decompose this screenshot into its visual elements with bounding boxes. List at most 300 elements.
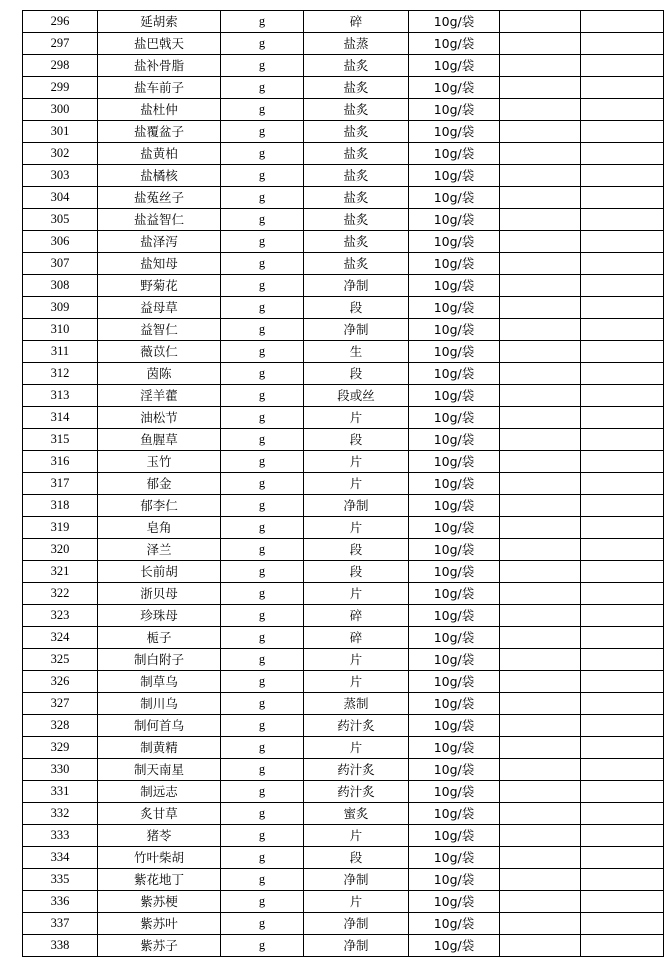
table-row (23, 297, 664, 319)
cell-blank-1 (500, 825, 581, 847)
table-row (23, 429, 664, 451)
cell-blank-1 (500, 539, 581, 561)
cell-unit: g (221, 429, 304, 451)
cell-index: 324 (23, 627, 98, 649)
cell-blank-1 (500, 231, 581, 253)
cell-blank-2 (581, 759, 664, 781)
cell-process: 盐炙 (304, 55, 409, 77)
cell-blank-2 (581, 847, 664, 869)
cell-process: 碎 (304, 627, 409, 649)
cell-blank-1 (500, 143, 581, 165)
cell-process: 片 (304, 473, 409, 495)
cell-process: 净制 (304, 495, 409, 517)
cell-blank-2 (581, 869, 664, 891)
table-row (23, 363, 664, 385)
cell-spec: 10g/袋 (409, 209, 500, 231)
cell-name: 野菊花 (98, 275, 221, 297)
cell-index: 300 (23, 99, 98, 121)
cell-unit: g (221, 99, 304, 121)
cell-name: 皂角 (98, 517, 221, 539)
cell-blank-1 (500, 187, 581, 209)
cell-name: 珍珠母 (98, 605, 221, 627)
cell-process: 片 (304, 517, 409, 539)
cell-index: 301 (23, 121, 98, 143)
cell-process: 盐炙 (304, 231, 409, 253)
cell-process: 片 (304, 891, 409, 913)
cell-process: 片 (304, 671, 409, 693)
cell-blank-1 (500, 693, 581, 715)
cell-name: 制黄精 (98, 737, 221, 759)
cell-index: 316 (23, 451, 98, 473)
cell-blank-1 (500, 33, 581, 55)
cell-spec: 10g/袋 (409, 143, 500, 165)
cell-blank-2 (581, 99, 664, 121)
cell-index: 329 (23, 737, 98, 759)
cell-spec: 10g/袋 (409, 385, 500, 407)
cell-unit: g (221, 913, 304, 935)
cell-blank-1 (500, 605, 581, 627)
cell-index: 299 (23, 77, 98, 99)
cell-blank-1 (500, 649, 581, 671)
cell-unit: g (221, 781, 304, 803)
table-row (23, 583, 664, 605)
cell-index: 328 (23, 715, 98, 737)
cell-unit: g (221, 407, 304, 429)
cell-blank-2 (581, 407, 664, 429)
cell-spec: 10g/袋 (409, 869, 500, 891)
cell-index: 297 (23, 33, 98, 55)
cell-blank-2 (581, 253, 664, 275)
cell-unit: g (221, 561, 304, 583)
cell-name: 薇苡仁 (98, 341, 221, 363)
cell-name: 盐车前子 (98, 77, 221, 99)
cell-blank-2 (581, 583, 664, 605)
cell-spec: 10g/袋 (409, 671, 500, 693)
cell-blank-2 (581, 165, 664, 187)
cell-process: 片 (304, 407, 409, 429)
table-row (23, 825, 664, 847)
cell-blank-2 (581, 231, 664, 253)
cell-unit: g (221, 319, 304, 341)
cell-name: 紫花地丁 (98, 869, 221, 891)
cell-spec: 10g/袋 (409, 341, 500, 363)
cell-index: 325 (23, 649, 98, 671)
cell-process: 净制 (304, 275, 409, 297)
cell-blank-1 (500, 319, 581, 341)
cell-blank-2 (581, 33, 664, 55)
table-row (23, 913, 664, 935)
table-row (23, 275, 664, 297)
cell-blank-2 (581, 297, 664, 319)
cell-spec: 10g/袋 (409, 187, 500, 209)
cell-name: 淫羊藿 (98, 385, 221, 407)
cell-process: 段 (304, 297, 409, 319)
table-row (23, 165, 664, 187)
cell-index: 332 (23, 803, 98, 825)
cell-name: 竹叶柴胡 (98, 847, 221, 869)
cell-spec: 10g/袋 (409, 737, 500, 759)
cell-name: 制川乌 (98, 693, 221, 715)
cell-blank-2 (581, 913, 664, 935)
table-row (23, 891, 664, 913)
table-row (23, 715, 664, 737)
cell-name: 郁李仁 (98, 495, 221, 517)
cell-spec: 10g/袋 (409, 407, 500, 429)
cell-blank-2 (581, 451, 664, 473)
cell-index: 309 (23, 297, 98, 319)
cell-index: 323 (23, 605, 98, 627)
cell-index: 303 (23, 165, 98, 187)
cell-blank-2 (581, 275, 664, 297)
cell-process: 药汁炙 (304, 715, 409, 737)
cell-index: 317 (23, 473, 98, 495)
cell-blank-2 (581, 517, 664, 539)
cell-spec: 10g/袋 (409, 913, 500, 935)
cell-index: 306 (23, 231, 98, 253)
cell-blank-1 (500, 11, 581, 33)
cell-spec: 10g/袋 (409, 935, 500, 957)
cell-index: 311 (23, 341, 98, 363)
table-row (23, 99, 664, 121)
cell-unit: g (221, 539, 304, 561)
table-row (23, 539, 664, 561)
cell-blank-1 (500, 869, 581, 891)
cell-blank-1 (500, 407, 581, 429)
cell-index: 320 (23, 539, 98, 561)
cell-name: 制草乌 (98, 671, 221, 693)
table-row (23, 11, 664, 33)
cell-name: 益母草 (98, 297, 221, 319)
cell-unit: g (221, 187, 304, 209)
cell-blank-2 (581, 143, 664, 165)
cell-process: 盐炙 (304, 165, 409, 187)
cell-blank-2 (581, 363, 664, 385)
cell-process: 蜜炙 (304, 803, 409, 825)
cell-unit: g (221, 253, 304, 275)
cell-blank-2 (581, 121, 664, 143)
table-row (23, 517, 664, 539)
table-row (23, 385, 664, 407)
cell-name: 郁金 (98, 473, 221, 495)
cell-process: 生 (304, 341, 409, 363)
cell-name: 浙贝母 (98, 583, 221, 605)
cell-process: 段或丝 (304, 385, 409, 407)
cell-unit: g (221, 935, 304, 957)
cell-unit: g (221, 385, 304, 407)
cell-name: 益智仁 (98, 319, 221, 341)
cell-spec: 10g/袋 (409, 561, 500, 583)
table-row (23, 627, 664, 649)
cell-blank-1 (500, 77, 581, 99)
cell-name: 鱼腥草 (98, 429, 221, 451)
cell-index: 302 (23, 143, 98, 165)
cell-name: 盐黄柏 (98, 143, 221, 165)
cell-process: 片 (304, 583, 409, 605)
cell-unit: g (221, 143, 304, 165)
cell-unit: g (221, 341, 304, 363)
cell-spec: 10g/袋 (409, 275, 500, 297)
cell-name: 盐知母 (98, 253, 221, 275)
cell-blank-2 (581, 781, 664, 803)
cell-process: 片 (304, 737, 409, 759)
cell-index: 330 (23, 759, 98, 781)
cell-name: 制远志 (98, 781, 221, 803)
cell-process: 段 (304, 561, 409, 583)
cell-spec: 10g/袋 (409, 253, 500, 275)
cell-unit: g (221, 451, 304, 473)
cell-name: 猪苓 (98, 825, 221, 847)
cell-index: 322 (23, 583, 98, 605)
cell-name: 炙甘草 (98, 803, 221, 825)
cell-index: 315 (23, 429, 98, 451)
cell-process: 片 (304, 825, 409, 847)
cell-index: 331 (23, 781, 98, 803)
cell-unit: g (221, 11, 304, 33)
cell-blank-1 (500, 473, 581, 495)
cell-unit: g (221, 759, 304, 781)
cell-blank-2 (581, 341, 664, 363)
cell-unit: g (221, 363, 304, 385)
cell-blank-2 (581, 693, 664, 715)
cell-blank-2 (581, 605, 664, 627)
cell-blank-1 (500, 341, 581, 363)
cell-spec: 10g/袋 (409, 539, 500, 561)
cell-process: 片 (304, 451, 409, 473)
cell-blank-1 (500, 451, 581, 473)
table-row (23, 341, 664, 363)
table-row (23, 451, 664, 473)
cell-name: 紫苏叶 (98, 913, 221, 935)
cell-process: 盐炙 (304, 77, 409, 99)
cell-spec: 10g/袋 (409, 231, 500, 253)
cell-blank-1 (500, 385, 581, 407)
cell-index: 327 (23, 693, 98, 715)
table-row (23, 495, 664, 517)
cell-name: 盐橘核 (98, 165, 221, 187)
cell-blank-1 (500, 583, 581, 605)
cell-name: 延胡索 (98, 11, 221, 33)
cell-name: 茵陈 (98, 363, 221, 385)
cell-index: 314 (23, 407, 98, 429)
cell-process: 盐炙 (304, 187, 409, 209)
cell-name: 玉竹 (98, 451, 221, 473)
cell-blank-1 (500, 847, 581, 869)
table-row (23, 781, 664, 803)
cell-unit: g (221, 869, 304, 891)
cell-index: 338 (23, 935, 98, 957)
cell-name: 制天南星 (98, 759, 221, 781)
cell-index: 333 (23, 825, 98, 847)
cell-blank-2 (581, 825, 664, 847)
cell-unit: g (221, 275, 304, 297)
cell-blank-1 (500, 253, 581, 275)
cell-spec: 10g/袋 (409, 319, 500, 341)
cell-spec: 10g/袋 (409, 891, 500, 913)
cell-process: 盐蒸 (304, 33, 409, 55)
cell-blank-2 (581, 187, 664, 209)
cell-blank-1 (500, 627, 581, 649)
table-body (23, 11, 664, 957)
cell-process: 盐炙 (304, 143, 409, 165)
cell-unit: g (221, 55, 304, 77)
cell-name: 盐补骨脂 (98, 55, 221, 77)
cell-unit: g (221, 649, 304, 671)
cell-spec: 10g/袋 (409, 11, 500, 33)
cell-name: 油松节 (98, 407, 221, 429)
cell-blank-1 (500, 297, 581, 319)
cell-process: 净制 (304, 913, 409, 935)
cell-process: 片 (304, 649, 409, 671)
cell-unit: g (221, 495, 304, 517)
cell-blank-2 (581, 319, 664, 341)
cell-blank-1 (500, 781, 581, 803)
cell-process: 蒸制 (304, 693, 409, 715)
cell-index: 335 (23, 869, 98, 891)
table-row (23, 869, 664, 891)
cell-spec: 10g/袋 (409, 847, 500, 869)
table-row (23, 473, 664, 495)
cell-name: 紫苏子 (98, 935, 221, 957)
cell-name: 长前胡 (98, 561, 221, 583)
cell-blank-2 (581, 385, 664, 407)
table-row (23, 737, 664, 759)
cell-spec: 10g/袋 (409, 363, 500, 385)
table-row (23, 759, 664, 781)
cell-blank-2 (581, 803, 664, 825)
cell-spec: 10g/袋 (409, 55, 500, 77)
cell-spec: 10g/袋 (409, 297, 500, 319)
cell-spec: 10g/袋 (409, 165, 500, 187)
cell-blank-1 (500, 99, 581, 121)
cell-spec: 10g/袋 (409, 825, 500, 847)
cell-blank-1 (500, 165, 581, 187)
table-row (23, 803, 664, 825)
cell-process: 段 (304, 429, 409, 451)
table-row (23, 605, 664, 627)
cell-blank-2 (581, 737, 664, 759)
cell-blank-1 (500, 275, 581, 297)
cell-index: 310 (23, 319, 98, 341)
cell-unit: g (221, 473, 304, 495)
cell-blank-1 (500, 495, 581, 517)
cell-blank-1 (500, 55, 581, 77)
cell-unit: g (221, 231, 304, 253)
cell-process: 药汁炙 (304, 781, 409, 803)
cell-index: 337 (23, 913, 98, 935)
cell-blank-1 (500, 737, 581, 759)
cell-spec: 10g/袋 (409, 759, 500, 781)
cell-spec: 10g/袋 (409, 77, 500, 99)
cell-process: 盐炙 (304, 121, 409, 143)
table-row (23, 77, 664, 99)
cell-index: 308 (23, 275, 98, 297)
cell-unit: g (221, 847, 304, 869)
cell-blank-1 (500, 759, 581, 781)
cell-unit: g (221, 209, 304, 231)
cell-name: 盐泽泻 (98, 231, 221, 253)
cell-blank-2 (581, 539, 664, 561)
cell-spec: 10g/袋 (409, 33, 500, 55)
cell-spec: 10g/袋 (409, 715, 500, 737)
drug-list-table (22, 10, 664, 957)
cell-blank-1 (500, 209, 581, 231)
cell-unit: g (221, 77, 304, 99)
cell-process: 盐炙 (304, 209, 409, 231)
table-row (23, 121, 664, 143)
table-row (23, 693, 664, 715)
cell-unit: g (221, 891, 304, 913)
cell-index: 313 (23, 385, 98, 407)
cell-blank-2 (581, 495, 664, 517)
cell-unit: g (221, 165, 304, 187)
cell-spec: 10g/袋 (409, 781, 500, 803)
cell-name: 制白附子 (98, 649, 221, 671)
cell-process: 碎 (304, 11, 409, 33)
table-row (23, 143, 664, 165)
cell-name: 盐菟丝子 (98, 187, 221, 209)
cell-process: 净制 (304, 869, 409, 891)
cell-name: 盐巴戟天 (98, 33, 221, 55)
cell-index: 298 (23, 55, 98, 77)
cell-blank-2 (581, 671, 664, 693)
cell-blank-1 (500, 561, 581, 583)
cell-index: 305 (23, 209, 98, 231)
table-row (23, 319, 664, 341)
cell-index: 296 (23, 11, 98, 33)
cell-blank-2 (581, 891, 664, 913)
cell-blank-1 (500, 671, 581, 693)
table-row (23, 187, 664, 209)
cell-spec: 10g/袋 (409, 627, 500, 649)
cell-blank-1 (500, 715, 581, 737)
cell-process: 净制 (304, 319, 409, 341)
cell-name: 紫苏梗 (98, 891, 221, 913)
table-row (23, 847, 664, 869)
cell-name: 盐覆盆子 (98, 121, 221, 143)
cell-blank-1 (500, 803, 581, 825)
table-row (23, 33, 664, 55)
cell-spec: 10g/袋 (409, 429, 500, 451)
cell-unit: g (221, 583, 304, 605)
cell-blank-2 (581, 473, 664, 495)
table-row (23, 561, 664, 583)
table-row (23, 407, 664, 429)
cell-index: 326 (23, 671, 98, 693)
cell-spec: 10g/袋 (409, 473, 500, 495)
cell-blank-2 (581, 715, 664, 737)
cell-spec: 10g/袋 (409, 99, 500, 121)
cell-index: 319 (23, 517, 98, 539)
cell-spec: 10g/袋 (409, 649, 500, 671)
cell-name: 栀子 (98, 627, 221, 649)
cell-spec: 10g/袋 (409, 605, 500, 627)
cell-unit: g (221, 517, 304, 539)
cell-unit: g (221, 33, 304, 55)
cell-unit: g (221, 605, 304, 627)
cell-index: 307 (23, 253, 98, 275)
cell-index: 318 (23, 495, 98, 517)
cell-blank-2 (581, 11, 664, 33)
cell-blank-1 (500, 913, 581, 935)
cell-index: 336 (23, 891, 98, 913)
cell-name: 盐益智仁 (98, 209, 221, 231)
cell-process: 段 (304, 363, 409, 385)
cell-unit: g (221, 671, 304, 693)
cell-blank-1 (500, 121, 581, 143)
cell-spec: 10g/袋 (409, 583, 500, 605)
cell-process: 净制 (304, 935, 409, 957)
cell-blank-1 (500, 891, 581, 913)
